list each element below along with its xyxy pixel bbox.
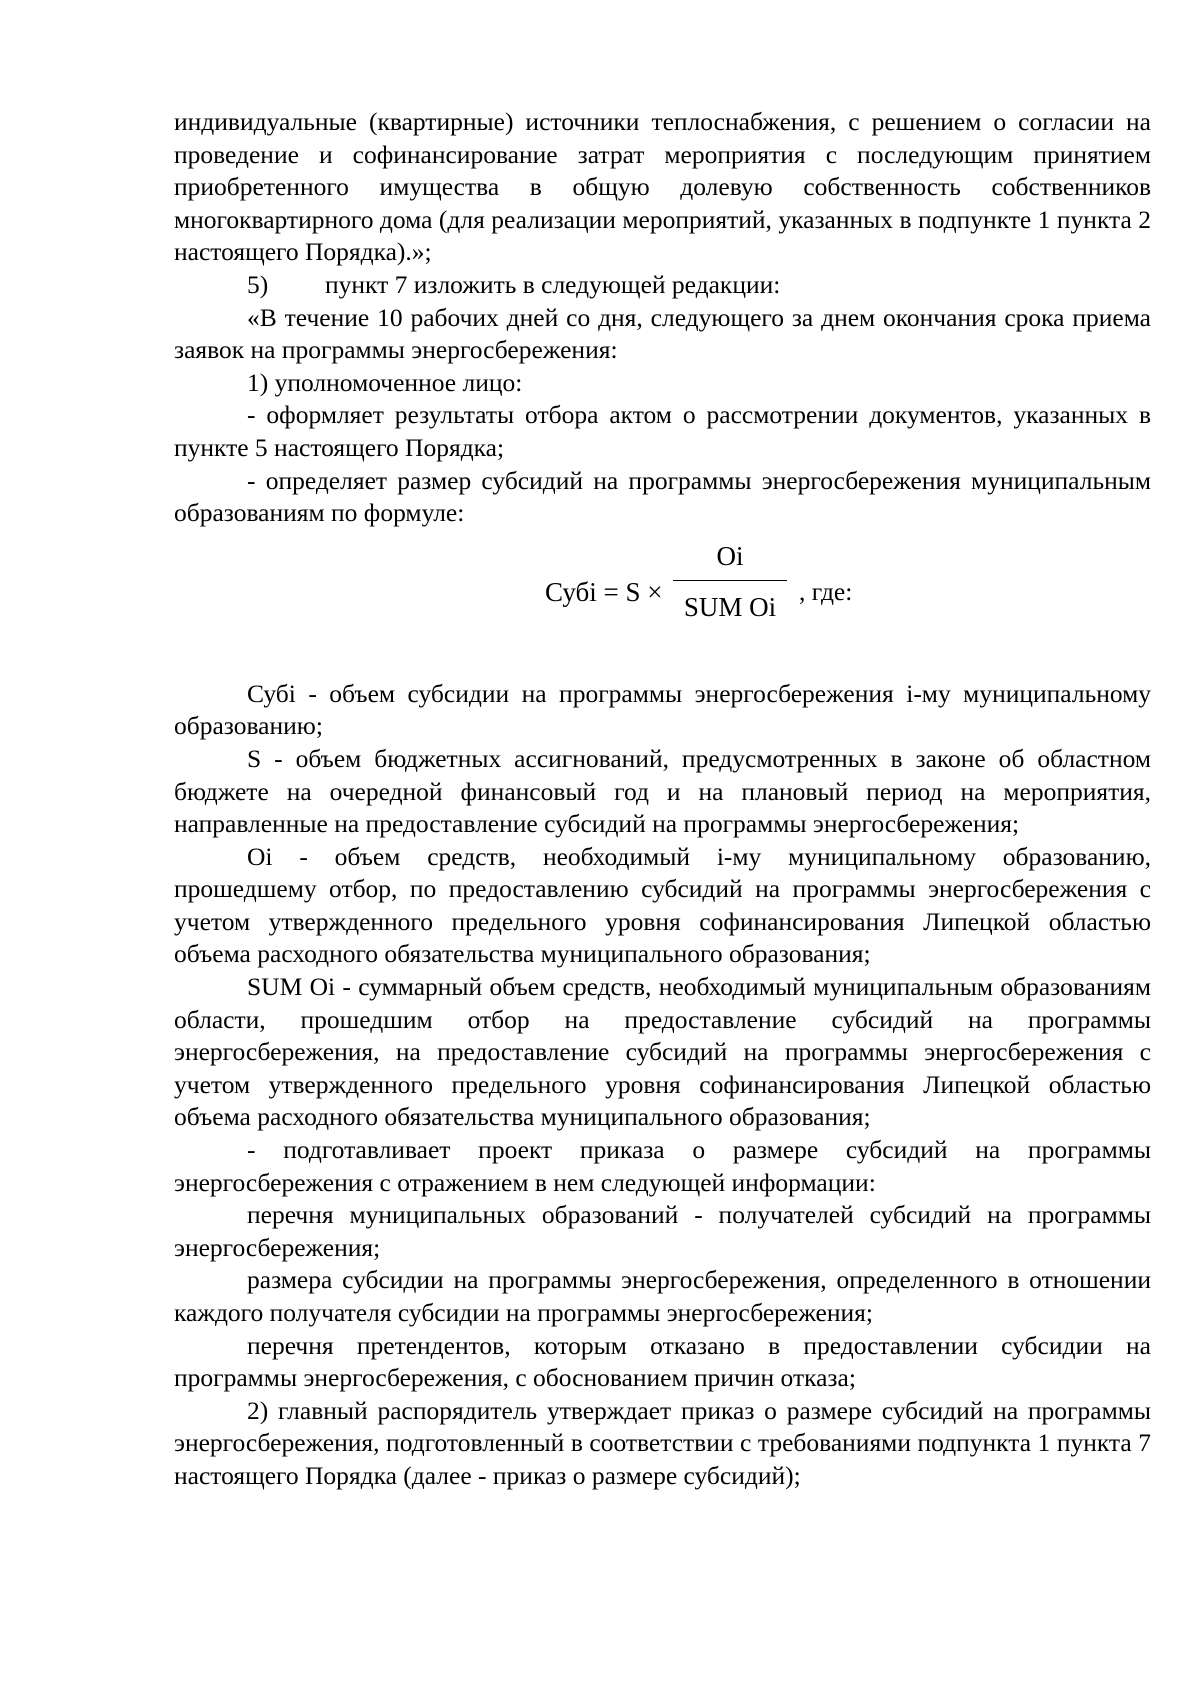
paragraph-subitem-2: 2) главный распорядитель утверждает приказ о размере субсидий на программы энергосбережения, подготовленный в соответствии с требованиями подпункта 1 пункта 7 настоящего Порядка (далее - приказ о размере субсидий); — [174, 1395, 1151, 1490]
formula-numerator: Oi — [716, 540, 744, 571]
paragraph-def-sum-oi: SUM Oi - суммарный объем средств, необходимый муниципальным образованиям области, прошедшим отбор на предоставление субсидий на программы энергосбережения, на предоставление субсидий на программы энергосбережения с учетом утвержденного предельного уровня софинансирования Липецкой областью объема расходного обязательства муниципального образования; — [174, 972, 1151, 1132]
formula-tail: , где: — [799, 576, 853, 606]
paragraph-dash-prepares: - подготавливает проект приказа о размере субсидий на программы энергосбережения с отражением в нем следующей информации: — [174, 1135, 1151, 1197]
list-item-5 — [174, 269, 1151, 302]
paragraph-intro: «В течение 10 рабочих дней со дня, следующего за днем окончания срока приема заявок на программы энергосбережения: — [174, 302, 1151, 365]
paragraph-list-recipients: перечня муниципальных образований - получателей субсидий на программы энергосбережения; — [174, 1200, 1151, 1262]
paragraph-def-sub: Субi - объем субсидии на программы энергосбережения i-му муниципальному образованию; — [174, 678, 1151, 741]
list-item-text: пункт 7 изложить в следующей редакции: — [325, 269, 781, 299]
fraction-bar — [673, 580, 787, 581]
paragraph-subsidy-amount: размера субсидии на программы энергосбережения, определенного в отношении каждого получателя субсидии на программы энергосбережения; — [174, 1265, 1151, 1327]
paragraph-def-oi: Oi - объем средств, необходимый i-му муниципальному образованию, прошедшему отбор, по предоставлению субсидий на программы энергосбережения с учетом утвержденного предельного уровня софинансирования Липецкой областью объема расходного обязательства муниципального образования; — [174, 841, 1151, 969]
paragraph-rejected-applicants: перечня претендентов, которым отказано в предоставлении субсидии на программы энергосбережения, с обоснованием причин отказа; — [174, 1330, 1151, 1393]
paragraph-subitem-1: 1) уполномоченное лицо: — [247, 367, 523, 397]
list-item-number: 5) — [247, 269, 269, 299]
formula-lhs: Субi = S × — [545, 576, 663, 607]
paragraph-dash-determines: - определяет размер субсидий на программы энергосбережения муниципальным образованиям по формуле: — [174, 465, 1151, 528]
paragraph-def-s: S - объем бюджетных ассигнований, предусмотренных в законе об областном бюджете на очередной финансовый год и на плановый период на мероприятия, направленные на предоставление субсидий на программы энергосбережения; — [174, 743, 1151, 839]
paragraph-continuation: индивидуальные (квартирные) источники теплоснабжения, с решением о согласии на проведение и софинансирование затрат мероприятия с последующим принятием приобретенного имущества в общую долевую собственность собственников многоквартирного дома (для реализации мероприятий, указанных в подпункте 1 пункта 2 настоящего Порядка).»; — [174, 107, 1151, 267]
subsidy-formula — [174, 534, 1151, 658]
formula-denominator: SUM Oi — [683, 591, 777, 622]
paragraph-dash-formalizes: - оформляет результаты отбора актом о рассмотрении документов, указанных в пункте 5 настоящего Порядка; — [174, 400, 1151, 462]
document-page — [174, 106, 1151, 1493]
formula-fraction — [673, 538, 787, 625]
